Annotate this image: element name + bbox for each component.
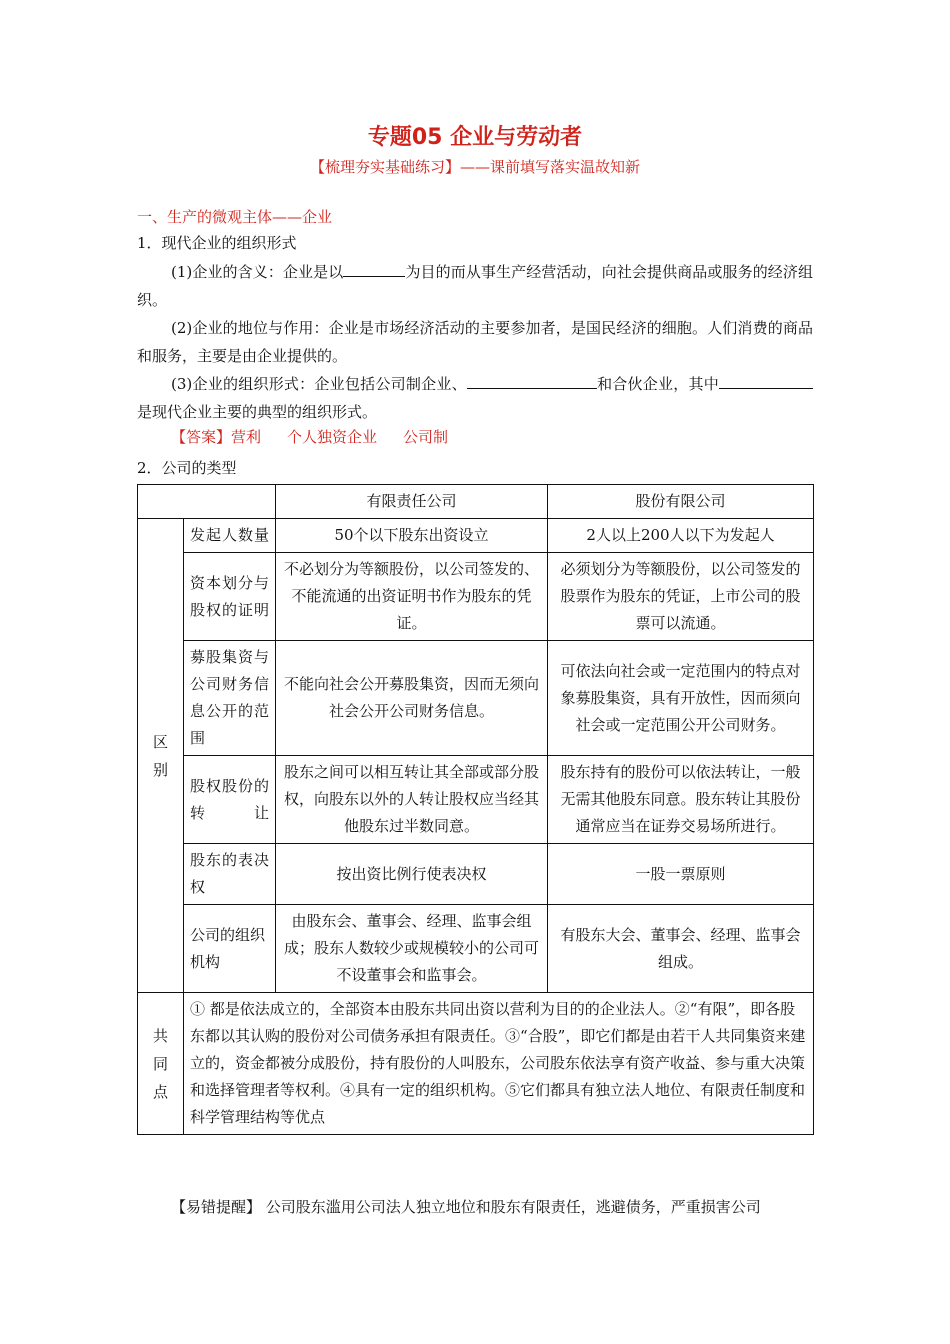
group-label-common: 共同点 xyxy=(138,993,184,1135)
table-cell: 不必划分为等额股份，以公司签发的、不能流通的出资证明书作为股东的凭证。 xyxy=(276,553,548,641)
col-header: 股份有限公司 xyxy=(548,485,814,519)
table-row xyxy=(138,553,814,641)
error-tip: 【易错提醒】 公司股东滥用公司法人独立地位和股东有限责任，逃避债务，严重损害公司 xyxy=(171,1198,761,1216)
fill-blank[interactable] xyxy=(467,370,597,389)
table-row xyxy=(138,641,814,756)
table-row xyxy=(138,905,814,993)
table-cell: 有股东大会、董事会、经理、监事会组成。 xyxy=(548,905,814,993)
table-cell: 不能向社会公开募股集资，因而无须向社会公开公司财务信息。 xyxy=(276,641,548,756)
row-label: 发起人数量 xyxy=(184,519,276,553)
table-cell: 股东之间可以相互转让其全部或部分股权，向股东以外的人转让股权应当经其他股东过半数同意。 xyxy=(276,756,548,844)
table-corner xyxy=(138,485,276,519)
table-cell: 50个以下股东出资设立 xyxy=(276,519,548,553)
common-points-cell: ① 都是依法成立的，全部资本由股东共同出资以营利为目的的企业法人。②“有限”，即各股东都以其认购的股份对公司债务承担有限责任。③“合股”，即它们都是由若干人共同集资来建立的，资金都被分成股份，持有股份的人叫股东，公司股东依法享有资产收益、参与重大决策和选择管理者等权利。④具有一定的组织机构。⑤它们都具有独立法人地位、有限责任制度和科学管理结构等优点 xyxy=(184,993,814,1135)
company-type-table xyxy=(137,484,814,1135)
fill-blank-cont xyxy=(797,370,813,389)
group-label-diff: 区别 xyxy=(138,519,184,993)
fill-blank[interactable] xyxy=(343,258,405,277)
table-row xyxy=(138,519,814,553)
table-row-common xyxy=(138,993,814,1135)
table-row xyxy=(138,844,814,905)
table-cell: 必须划分为等额股份，以公司签发的股票作为股东的凭证，上市公司的股票可以流通。 xyxy=(548,553,814,641)
page-title: 专题05 企业与劳动者 xyxy=(367,125,583,150)
row-label: 公司的组织机构 xyxy=(184,905,276,993)
row-label: 股权股份的转让 xyxy=(184,756,276,844)
row-label: 资本划分与股权的证明 xyxy=(184,553,276,641)
page-subtitle: 【梳理夯实基础练习】——课前填写落实温故知新 xyxy=(309,158,640,176)
row-label: 股东的表决权 xyxy=(184,844,276,905)
answer-line: 【答案】营利 个人独资企业 公司制 xyxy=(171,428,449,446)
item-heading-2: 2．公司的类型 xyxy=(137,459,237,477)
paragraph-2: (2)企业的地位与作用：企业是市场经济活动的主要参加者，是国民经济的细胞。人们消费的商品和服务，主要是由企业提供的。 xyxy=(137,319,813,365)
table-cell: 按出资比例行使表决权 xyxy=(276,844,548,905)
table-cell: 可依法向社会或一定范围内的特点对象募股集资，具有开放性，因而须向社会或一定范围公开公司财务。 xyxy=(548,641,814,756)
paragraph-1: (1)企业的含义：企业是以 为目的而从事生产经营活动，向社会提供商品或服务的经济组织。 xyxy=(137,258,813,314)
section-heading: 一、生产的微观主体——企业 xyxy=(137,208,333,226)
col-header: 有限责任公司 xyxy=(276,485,548,519)
table-row xyxy=(138,756,814,844)
fill-blank[interactable] xyxy=(719,370,797,389)
table-cell: 一股一票原则 xyxy=(548,844,814,905)
row-label: 募股集资与公司财务信息公开的范围 xyxy=(184,641,276,756)
table-cell: 由股东会、董事会、经理、监事会组成；股东人数较少或规模较小的公司可不设董事会和监事会。 xyxy=(276,905,548,993)
table-header-row xyxy=(138,485,814,519)
table-cell: 2人以上200人以下为发起人 xyxy=(548,519,814,553)
paragraph-3: (3)企业的组织形式：企业包括公司制企业、 和合伙企业，其中是现代企业主要的典型的组织形式。 xyxy=(137,370,813,426)
item-heading-1: 1．现代企业的组织形式 xyxy=(137,234,297,252)
table-cell: 股东持有的股份可以依法转让，一般无需其他股东同意。股东转让其股份通常应当在证券交易场所进行。 xyxy=(548,756,814,844)
